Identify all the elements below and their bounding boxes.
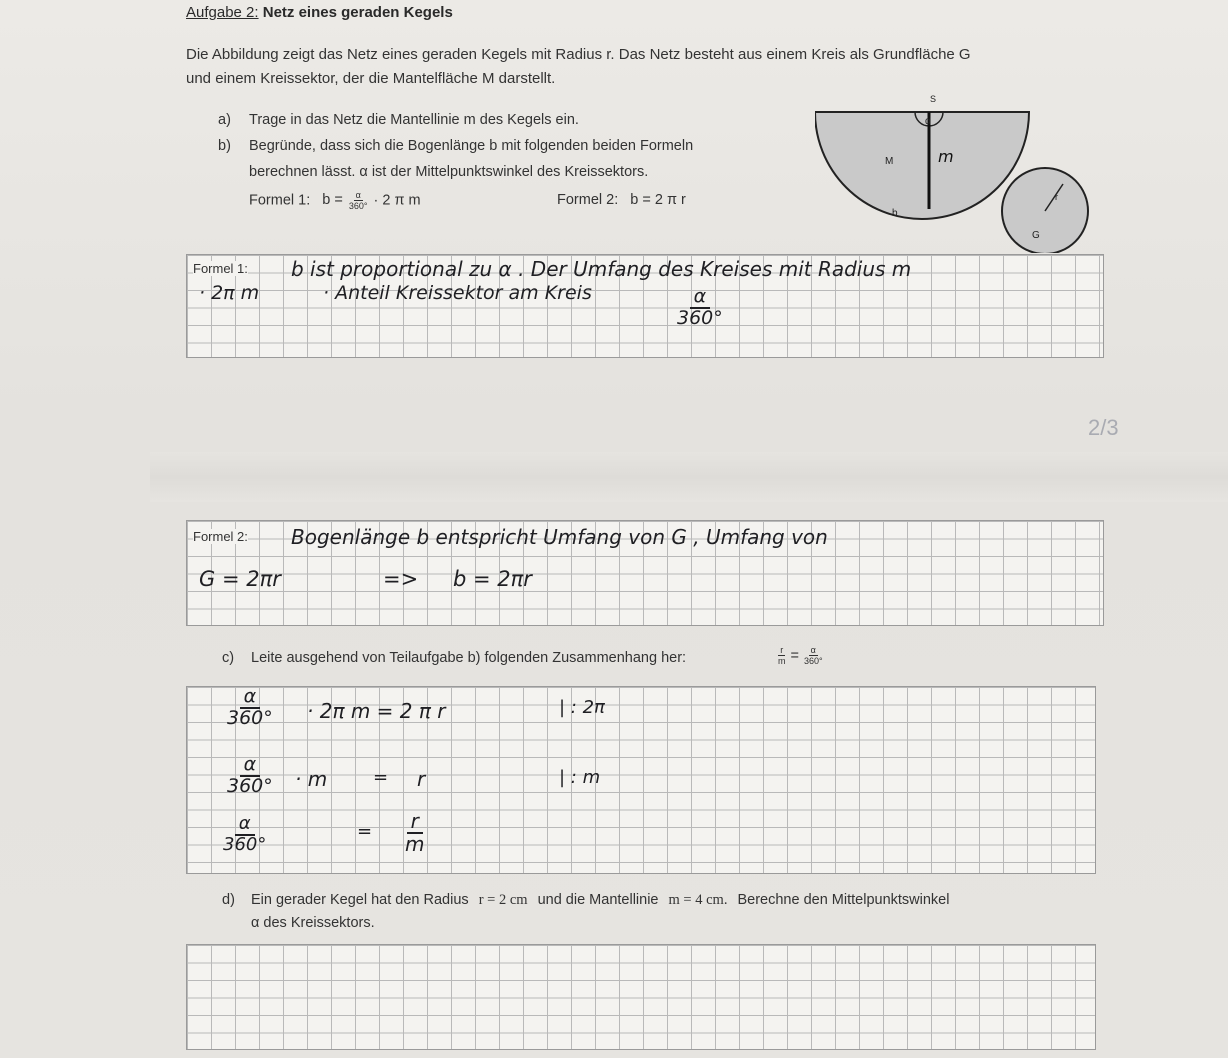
item-d-line-1 bbox=[251, 892, 949, 909]
answer-1-line-2b: · Anteil Kreissektor am Kreis bbox=[323, 282, 592, 304]
item-d-radius-value: r = 2 cm bbox=[478, 892, 528, 908]
answer-1-fraction: α 360° bbox=[677, 285, 723, 329]
answer-grid-formula-1[interactable] bbox=[186, 254, 1104, 358]
intro-line-2: und einem Kreissektor, der die Mantelfläche M darstellt. bbox=[186, 70, 556, 87]
formula-2 bbox=[557, 192, 686, 208]
derivation-row-2-fraction: α 360° bbox=[227, 753, 273, 797]
item-d-letter: d) bbox=[222, 892, 235, 908]
label-G: G bbox=[1032, 230, 1040, 241]
item-b-text-1: Begründe, dass sich die Bogenlänge b mit folgenden beiden Formeln bbox=[249, 138, 694, 154]
answer-grid-formula-2[interactable] bbox=[186, 520, 1104, 626]
label-M: M bbox=[885, 156, 894, 167]
answer-grid-derivation[interactable] bbox=[186, 686, 1096, 874]
task-title-text: Netz eines geraden Kegels bbox=[262, 4, 453, 21]
answer-2-line-1: Bogenlänge b entspricht Umfang von G , Umfang von bbox=[291, 525, 828, 549]
task-title bbox=[186, 4, 453, 21]
answer-2-line-2a: G = 2πr bbox=[199, 567, 281, 591]
formula-1-label: Formel 1: bbox=[249, 192, 311, 209]
answer-2-label: Formel 2: bbox=[193, 529, 248, 544]
derivation-row-2-op: | : m bbox=[559, 767, 601, 788]
derivation-row-3-left-fraction: α 360° bbox=[223, 813, 267, 855]
item-d-text-c: Berechne den Mittelpunktswinkel bbox=[737, 892, 950, 908]
derivation-row-1-expr: · 2π m = 2 π r bbox=[307, 699, 446, 723]
derivation-row-1-fraction: α 360° bbox=[227, 685, 273, 729]
item-b-text-2: berechnen lässt. α ist der Mittelpunktswinkel des Kreissektors. bbox=[249, 164, 649, 180]
relation-left-fraction: $\frac{r}{m}$ bbox=[778, 645, 786, 666]
page-indicator: 2/3 bbox=[1088, 415, 1119, 440]
relation-equals: = bbox=[790, 647, 799, 664]
sector-shape bbox=[815, 112, 1029, 219]
derivation-row-3-eq: = bbox=[357, 821, 373, 842]
label-s: S bbox=[930, 94, 937, 104]
item-c-letter: c) bbox=[222, 650, 235, 666]
formula-2-label: Formel 2: bbox=[557, 192, 619, 208]
derivation-row-2-m: · m bbox=[295, 767, 328, 791]
answer-2-line-2c: b = 2πr bbox=[453, 567, 532, 591]
answer-1-line-2a: · 2π m bbox=[199, 282, 260, 304]
item-b-letter: b) bbox=[218, 138, 231, 154]
answer-1-label: Formel 1: bbox=[193, 261, 248, 276]
derivation-row-3-right-fraction: r m bbox=[405, 809, 425, 856]
item-c-text: Leite ausgehend von Teilaufgabe b) folgenden Zusammenhang her: bbox=[251, 650, 687, 666]
task-title-prefix: Aufgabe 2: bbox=[186, 4, 259, 21]
relation-right-fraction: $\frac{\alpha}{360^\circ}$ bbox=[803, 645, 823, 666]
item-a-text: Trage in das Netz die Mantellinie m des Kegels ein. bbox=[249, 112, 579, 128]
intro-line-1: Die Abbildung zeigt das Netz eines geraden Kegels mit Radius r. Das Netz besteht aus einem Kreis als Grundfläche G bbox=[186, 46, 971, 63]
item-c-relation bbox=[776, 645, 825, 666]
item-a-letter: a) bbox=[218, 112, 231, 128]
formula-1-lhs: b = bbox=[322, 192, 343, 209]
derivation-row-2-eq: = bbox=[373, 767, 389, 788]
answer-2-line-2b: => bbox=[383, 567, 419, 591]
cone-net-figure bbox=[815, 88, 1095, 253]
formula-1-rhs: · 2 π m bbox=[373, 192, 421, 209]
formula-1 bbox=[249, 190, 421, 211]
page-gap bbox=[150, 452, 1228, 502]
label-r: r bbox=[1055, 192, 1058, 202]
label-m-handwritten: m bbox=[938, 147, 954, 166]
label-b: b bbox=[892, 208, 898, 219]
answer-1-line-1: b ist proportional zu α . Der Umfang des Kreises mit Radius m bbox=[291, 257, 912, 281]
item-d-line-2: α des Kreissektors. bbox=[251, 915, 375, 931]
formula-2-expr: b = 2 π r bbox=[630, 192, 686, 208]
formula-1-fraction: $\frac{\alpha}{360^\circ}$ bbox=[348, 190, 368, 211]
item-d-text-a: Ein gerader Kegel hat den Radius bbox=[251, 892, 469, 908]
item-d-mantle-value: m = 4 cm. bbox=[668, 892, 728, 908]
derivation-row-2-r: r bbox=[417, 767, 426, 791]
derivation-row-1-op: | : 2π bbox=[559, 697, 605, 718]
label-alpha: α bbox=[925, 116, 931, 127]
answer-grid-item-d[interactable] bbox=[186, 944, 1096, 1050]
item-d-text-b: und die Mantellinie bbox=[537, 892, 659, 908]
